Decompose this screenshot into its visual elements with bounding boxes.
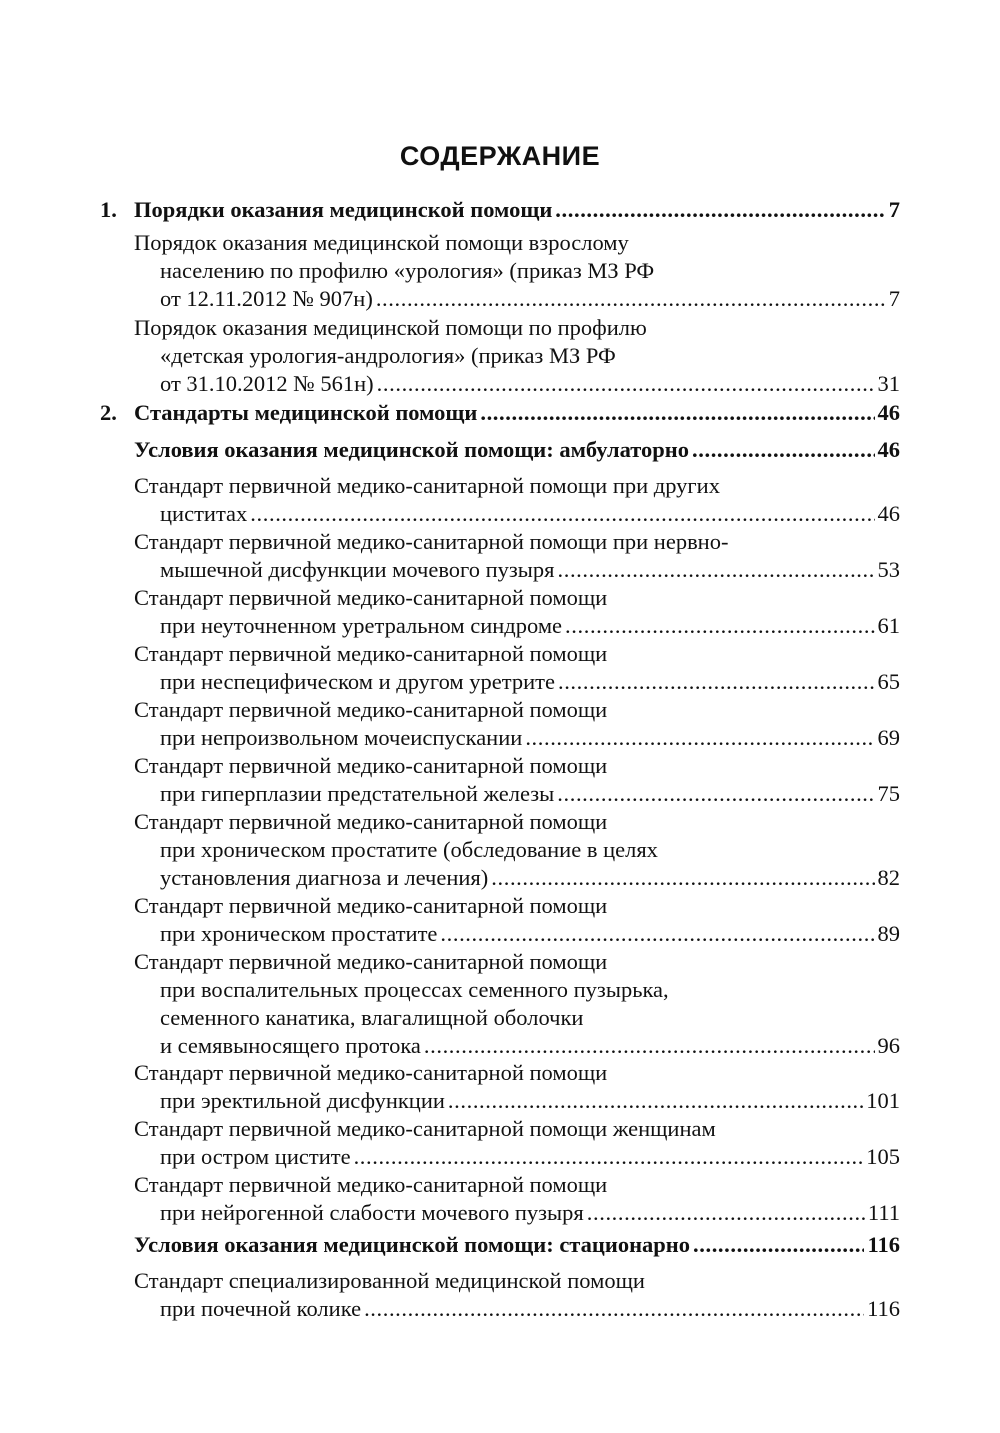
toc-line: [160, 342, 616, 370]
toc-line: [160, 1143, 900, 1171]
toc-page-number: 82: [877, 865, 900, 890]
toc-page-number: 7: [888, 286, 900, 311]
toc-entry-text: [100, 399, 477, 427]
toc-page-number: 105: [866, 1144, 900, 1169]
toc-entry-text: при почечной колике: [160, 1296, 362, 1321]
toc-page-number: 69: [877, 725, 900, 750]
toc-page-number: 31: [877, 371, 900, 396]
toc-line: [160, 976, 669, 1004]
toc-line: [100, 196, 900, 224]
toc-page-number: 46: [877, 400, 900, 425]
toc-entry-text: Стандарт первичной медико-санитарной помощи: [134, 893, 608, 918]
toc-dot-leader: [424, 1032, 875, 1060]
toc-line: [160, 1032, 900, 1060]
toc-dot-leader: [555, 196, 885, 224]
toc-line: [160, 920, 900, 948]
toc-dot-leader: [558, 668, 875, 696]
toc-line: [100, 399, 900, 427]
toc-line: [160, 1004, 583, 1032]
toc-entry-text: населению по профилю «урология» (приказ МЗ РФ: [160, 258, 655, 283]
toc-line: [160, 285, 900, 313]
toc-page-number: 89: [877, 921, 900, 946]
toc-line: [160, 1087, 900, 1115]
toc-line: [134, 808, 607, 836]
toc-entry-text: и семявыносящего протока: [160, 1033, 421, 1058]
toc-entry-text: Условия оказания медицинской помощи: амбулаторно: [134, 437, 690, 462]
toc-dot-leader: [480, 399, 874, 427]
toc-line: [134, 1059, 607, 1087]
toc-entry-text: Стандарт первичной медико-санитарной помощи: [134, 949, 608, 974]
toc-line: [134, 892, 607, 920]
toc-entry-text: Стандарт первичной медико-санитарной помощи: [134, 1172, 608, 1197]
toc-line: [160, 836, 658, 864]
toc-line: [160, 780, 900, 808]
toc-dot-leader: [250, 500, 874, 528]
toc-page-number: 101: [866, 1088, 900, 1113]
toc-dot-leader: [587, 1199, 865, 1227]
toc-line: [134, 436, 900, 464]
toc-entry-text: Стандарт первичной медико-санитарной помощи: [134, 753, 608, 778]
toc-entry-text: [100, 196, 552, 224]
toc-section-number: 2.: [100, 400, 117, 425]
toc-line: [134, 584, 607, 612]
toc-page-number: 7: [888, 197, 900, 222]
toc-dot-leader: [440, 920, 874, 948]
toc-line: [134, 229, 629, 257]
toc-entry-text: при неспецифическом и другом уретрите: [160, 669, 555, 694]
toc-section-number: 1.: [100, 197, 117, 222]
toc-entry-text: Условия оказания медицинской помощи: стационарно: [134, 1232, 691, 1257]
toc-entry-text: установления диагноза и лечения): [160, 865, 489, 890]
toc-entry-text: при гиперплазии предстательной железы: [160, 781, 555, 806]
toc-dot-leader: [448, 1087, 863, 1115]
toc-section-title: Стандарты медицинской помощи: [134, 400, 478, 425]
toc-line: [160, 556, 900, 584]
toc-entry-text: при неуточненном уретральном синдроме: [160, 613, 563, 638]
toc-line: [134, 640, 607, 668]
toc-entry-text: «детская урология-андрология» (приказ МЗ РФ: [160, 343, 616, 368]
toc-line: [134, 314, 647, 342]
toc-entry-text: Стандарт первичной медико-санитарной помощи: [134, 809, 608, 834]
page-title: СОДЕРЖАНИЕ: [399, 141, 601, 171]
toc-line: [160, 668, 900, 696]
toc-entry-text: Порядок оказания медицинской помощи по профилю: [134, 315, 647, 340]
toc-dot-leader: [354, 1143, 864, 1171]
toc-line: [160, 500, 900, 528]
toc-line: [134, 752, 607, 780]
toc-entry-text: при непроизвольном мочеиспускании: [160, 725, 523, 750]
toc-entry-text: мышечной дисфункции мочевого пузыря: [160, 557, 555, 582]
toc-dot-leader: [525, 724, 874, 752]
toc-entry-text: при хроническом простатите: [160, 921, 438, 946]
toc-page-number: 61: [877, 613, 900, 638]
toc-entry-text: Стандарт первичной медико-санитарной помощи при нервно-: [134, 529, 729, 554]
toc-page-number: 75: [877, 781, 900, 806]
toc-page-number: 96: [877, 1033, 900, 1058]
toc-page-number: 46: [877, 501, 900, 526]
toc-entry-text: Стандарт первичной медико-санитарной помощи женщинам: [134, 1116, 716, 1141]
toc-entry-text: Порядок оказания медицинской помощи взрослому: [134, 230, 629, 255]
toc-line: [160, 864, 900, 892]
toc-entry-text: Стандарт первичной медико-санитарной помощи: [134, 1060, 608, 1085]
toc-page-number: 111: [867, 1200, 900, 1225]
toc-line: [160, 612, 900, 640]
toc-dot-leader: [565, 612, 874, 640]
toc-page-number: 116: [867, 1232, 900, 1257]
toc-page-number: 46: [877, 437, 900, 462]
toc-entry-text: Стандарт первичной медико-санитарной помощи: [134, 585, 608, 610]
toc-entry-text: при нейрогенной слабости мочевого пузыря: [160, 1200, 584, 1225]
toc-line: [134, 948, 607, 976]
toc-entry-text: Стандарт первичной медико-санитарной помощи при других: [134, 473, 720, 498]
toc-dot-leader: [376, 285, 886, 313]
toc-entry-text: при эректильной дисфункции: [160, 1088, 445, 1113]
toc-dot-leader: [364, 1295, 864, 1323]
toc-line: [160, 370, 900, 398]
toc-entry-text: при воспалительных процессах семенного пузырька,: [160, 977, 669, 1002]
toc-entry-text: Стандарт специализированной медицинской помощи: [134, 1268, 645, 1293]
toc-line: [134, 1115, 716, 1143]
toc-entry-text: Стандарт первичной медико-санитарной помощи: [134, 697, 608, 722]
toc-line: [160, 724, 900, 752]
toc-line: [160, 1295, 900, 1323]
toc-line: [160, 257, 654, 285]
toc-entry-text: от 31.10.2012 № 561н): [160, 371, 374, 396]
toc-dot-leader: [377, 370, 875, 398]
toc-dot-leader: [557, 780, 874, 808]
toc-entry-text: при хроническом простатите (обследование в целях: [160, 837, 658, 862]
toc-dot-leader: [693, 1231, 864, 1259]
toc-line: [134, 1231, 900, 1259]
toc-dot-leader: [558, 556, 875, 584]
toc-section-title: Порядки оказания медицинской помощи: [134, 197, 553, 222]
toc-dot-leader: [692, 436, 874, 464]
toc-page-number: 53: [877, 557, 900, 582]
toc-line: [134, 1171, 607, 1199]
toc-entry-text: семенного канатика, влагалищной оболочки: [160, 1005, 584, 1030]
toc-entry-text: от 12.11.2012 № 907н): [160, 286, 373, 311]
toc-line: [134, 472, 720, 500]
toc-line: [134, 696, 607, 724]
toc-line: [134, 1267, 645, 1295]
toc-entry-text: при остром цистите: [160, 1144, 351, 1169]
toc-entry-text: циститах: [160, 501, 248, 526]
toc-dot-leader: [491, 864, 874, 892]
toc-page-number: 116: [867, 1296, 900, 1321]
toc-line: [134, 528, 728, 556]
toc-page-number: 65: [877, 669, 900, 694]
toc-entry-text: Стандарт первичной медико-санитарной помощи: [134, 641, 608, 666]
toc-line: [160, 1199, 900, 1227]
